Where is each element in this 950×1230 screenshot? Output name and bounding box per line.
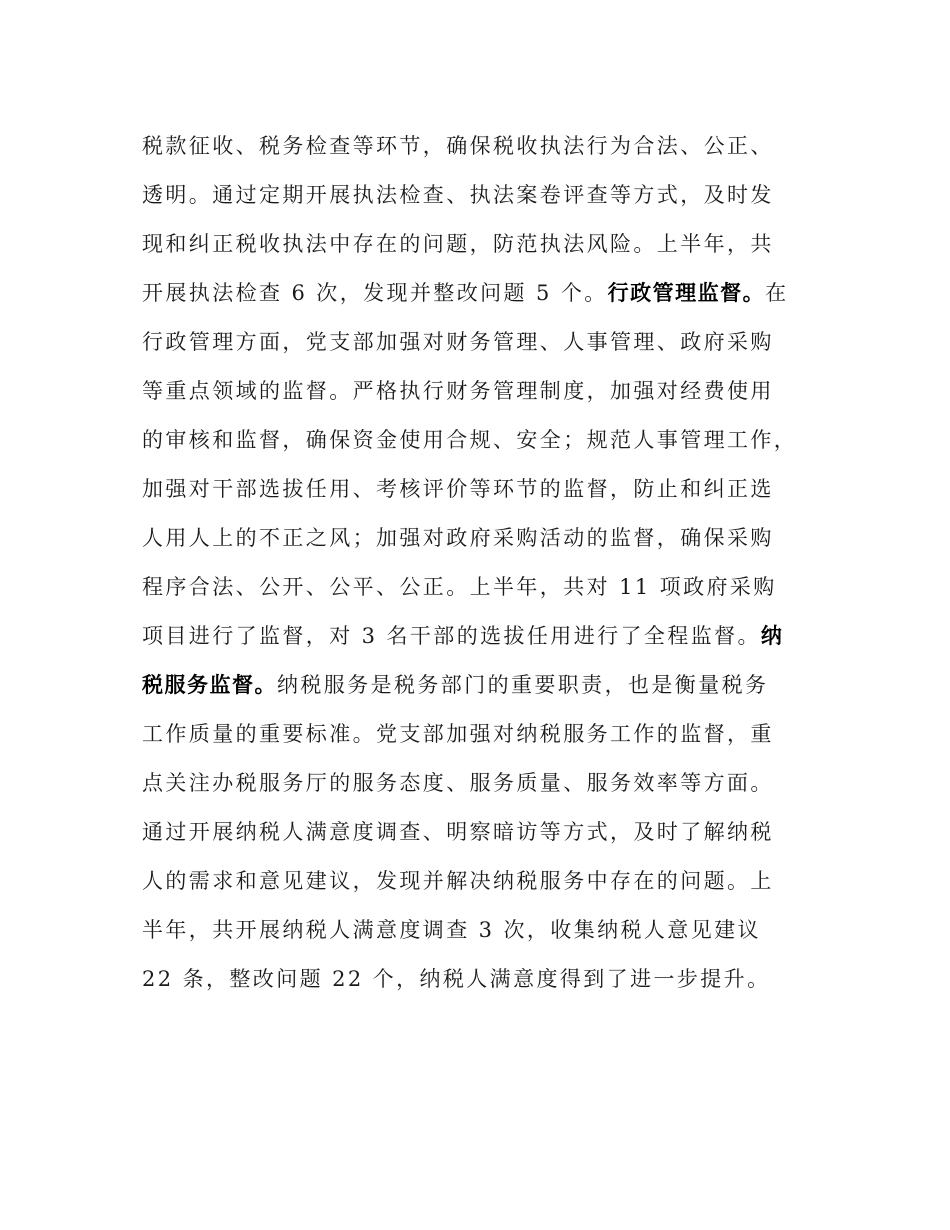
text-segment: 纳税服务是税务部门的重要职责，也是衡量税务 — [277, 673, 769, 697]
text-segment: 加强对干部选拔任用、考核评价等环节的监督，防止和纠正选 — [142, 477, 774, 501]
text-line — [142, 857, 832, 906]
text-segment: 透明。通过定期开展执法检查、执法案卷评查等方式，及时发 — [142, 183, 774, 207]
text-line — [142, 955, 832, 1004]
body-paragraph — [142, 122, 832, 1004]
section-heading: 税服务监督。 — [142, 673, 277, 697]
text-segment: 开展执法检查 6 次，发现并整改问题 5 个。 — [142, 281, 608, 305]
section-heading: 行政管理监督。 — [607, 281, 766, 305]
text-segment: 等重点领域的监督。严格执行财务管理制度，加强对经费使用 — [142, 379, 774, 403]
text-line — [142, 661, 832, 710]
text-line — [142, 122, 832, 171]
text-segment: 行政管理方面，党支部加强对财务管理、人事管理、政府采购 — [142, 330, 774, 354]
text-segment: 半年，共开展纳税人满意度调查 3 次，收集纳税人意见建议 — [142, 918, 761, 942]
text-line — [142, 710, 832, 759]
text-segment: 项目进行了监督，对 3 名干部的选拔任用进行了全程监督。 — [142, 624, 761, 648]
text-segment: 程序合法、公开、公平、公正。上半年，共对 11 项政府采购 — [142, 575, 777, 599]
text-segment: 工作质量的重要标准。党支部加强对纳税服务工作的监督，重 — [142, 722, 774, 746]
text-line — [142, 759, 832, 808]
text-segment: 在 — [765, 281, 789, 305]
text-segment: 的审核和监督，确保资金使用合规、安全；规范人事管理工作， — [142, 428, 798, 452]
section-heading: 纳 — [760, 624, 784, 648]
text-line — [142, 563, 832, 612]
text-line — [142, 612, 832, 661]
text-segment: 22 条，整改问题 22 个，纳税人满意度得到了进一步提升。 — [142, 967, 771, 991]
text-segment: 通过开展纳税人满意度调查、明察暗访等方式，及时了解纳税 — [142, 820, 774, 844]
text-line — [142, 318, 832, 367]
text-segment: 人的需求和意见建议，发现并解决纳税服务中存在的问题。上 — [142, 869, 774, 893]
text-segment: 税款征收、税务检查等环节，确保税收执法行为合法、公正、 — [142, 134, 774, 158]
text-line — [142, 514, 832, 563]
text-segment: 点关注办税服务厅的服务态度、服务质量、服务效率等方面。 — [142, 771, 774, 795]
text-line — [142, 906, 832, 955]
text-line — [142, 220, 832, 269]
text-line — [142, 808, 832, 857]
text-line — [142, 171, 832, 220]
text-line — [142, 465, 832, 514]
text-line — [142, 367, 832, 416]
text-segment: 人用人上的不正之风；加强对政府采购活动的监督，确保采购 — [142, 526, 774, 550]
text-segment: 现和纠正税收执法中存在的问题，防范执法风险。上半年，共 — [142, 232, 774, 256]
text-line — [142, 416, 832, 465]
text-line — [142, 269, 832, 318]
